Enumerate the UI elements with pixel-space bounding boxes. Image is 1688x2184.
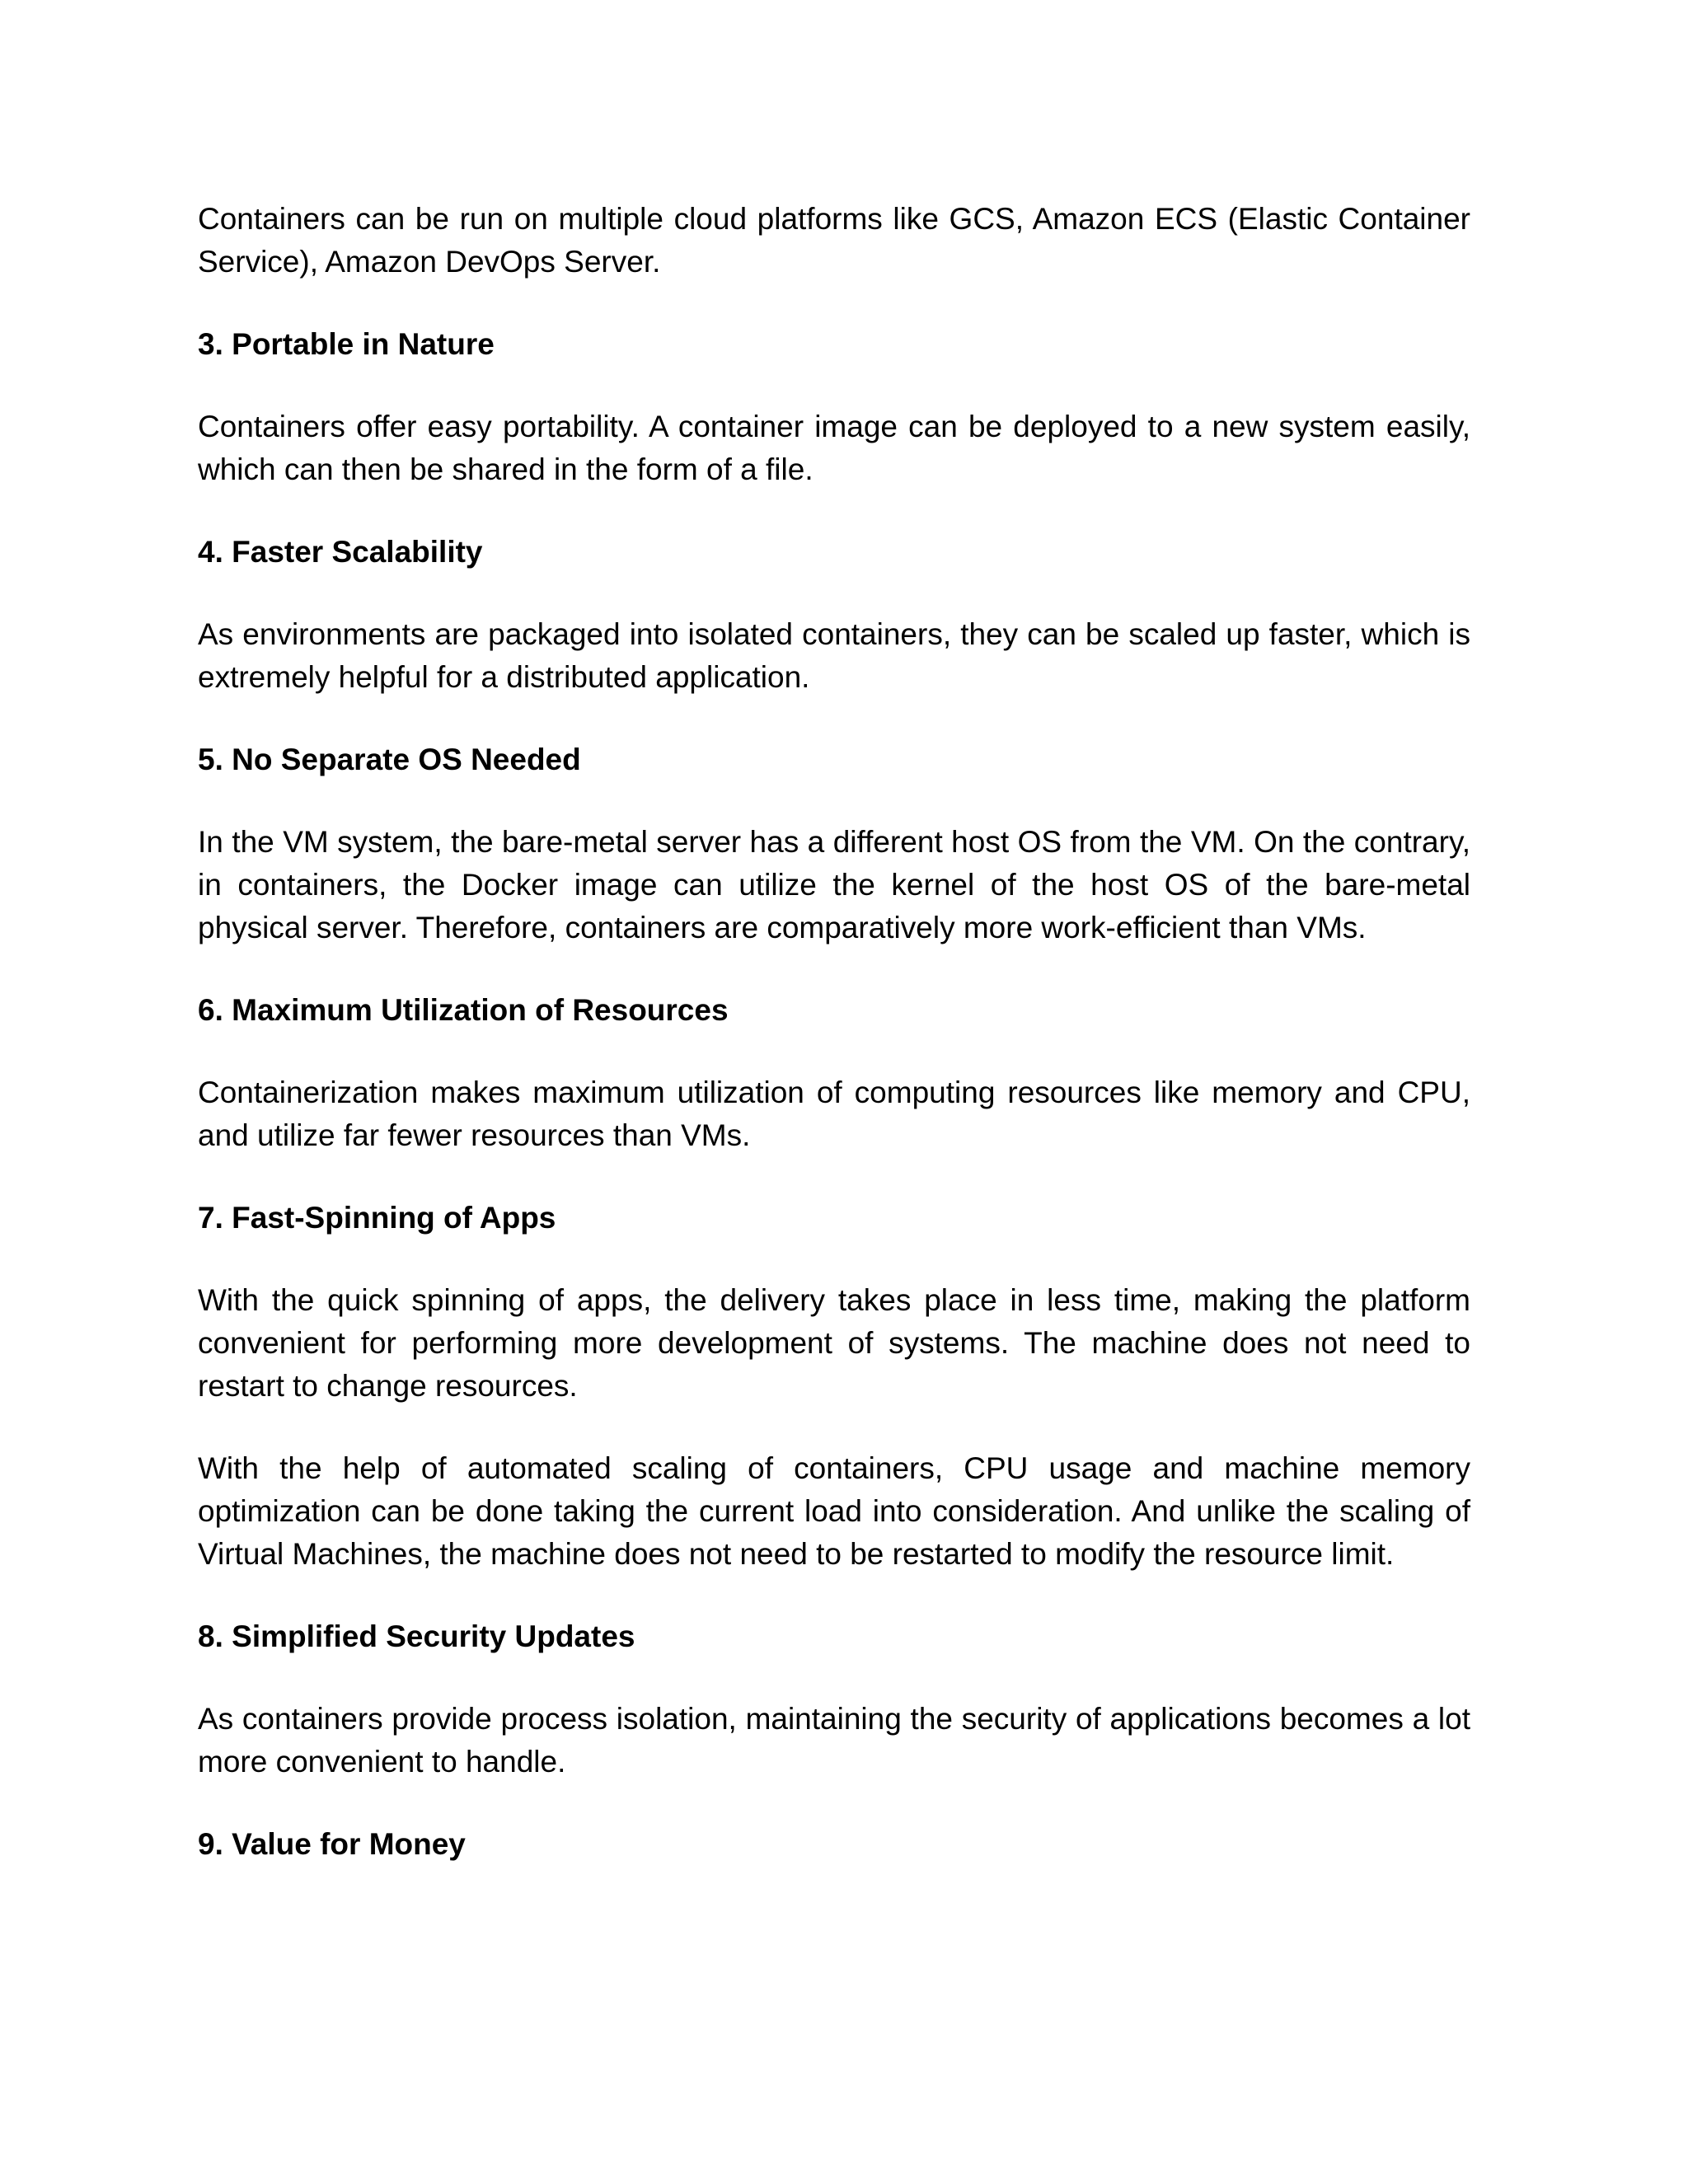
heading-security-updates: 8. Simplified Security Updates bbox=[198, 1619, 635, 1653]
heading-faster-scalability: 4. Faster Scalability bbox=[198, 535, 483, 569]
paragraph-scalability: As environments are packaged into isolated containers, they can be scaled up faster, which is extremely helpful for a distributed application. bbox=[198, 617, 1470, 694]
heading-no-separate-os: 5. No Separate OS Needed bbox=[198, 743, 581, 776]
heading-value-for-money: 9. Value for Money bbox=[198, 1827, 466, 1861]
paragraph-security: As containers provide process isolation, maintaining the security of applications becomes a lot more convenient to handle. bbox=[198, 1702, 1470, 1779]
paragraph-automated-scaling: With the help of automated scaling of containers, CPU usage and machine memory optimization can be done taking the current load into consideration. And unlike the scaling of Virtual Machines, the machine does not need to be restarted to modify the resource limit. bbox=[198, 1451, 1470, 1571]
heading-maximum-utilization: 6. Maximum Utilization of Resources bbox=[198, 993, 729, 1027]
paragraph-no-separate-os: In the VM system, the bare-metal server has a different host OS from the VM. On the contrary, in containers, the Docker image can utilize the kernel of the host OS of the bare-metal physical server. Therefore, containers are comparatively more work-efficient than VMs. bbox=[198, 825, 1470, 944]
paragraph-portability: Containers offer easy portability. A container image can be deployed to a new system easily, which can then be shared in the form of a file. bbox=[198, 410, 1470, 486]
paragraph-fast-spinning: With the quick spinning of apps, the delivery takes place in less time, making the platform convenient for performing more development of systems. The machine does not need to restart to change resources. bbox=[198, 1283, 1470, 1403]
paragraph-cloud-platforms: Containers can be run on multiple cloud platforms like GCS, Amazon ECS (Elastic Container Service), Amazon DevOps Server. bbox=[198, 202, 1470, 279]
heading-portable-in-nature: 3. Portable in Nature bbox=[198, 327, 495, 361]
paragraph-utilization: Containerization makes maximum utilization of computing resources like memory and CPU, and utilize far fewer resources than VMs. bbox=[198, 1076, 1470, 1152]
document-body bbox=[198, 198, 1470, 1866]
heading-fast-spinning: 7. Fast-Spinning of Apps bbox=[198, 1201, 556, 1235]
